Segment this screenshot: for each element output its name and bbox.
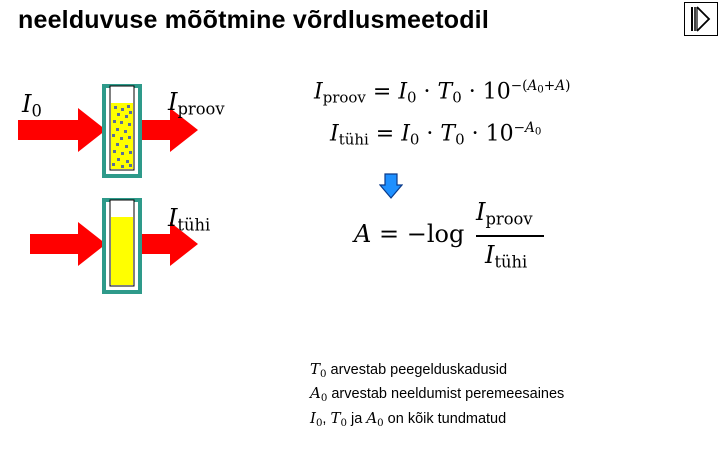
equation-blank: $I_{tühi} = I_0 \cdot T_0 \cdot 10^{-A0}$ <box>330 120 542 149</box>
down-arrow-icon <box>379 173 403 199</box>
equation-sample: $I_{proov} = I_0 \cdot T_0 \cdot 10^{-(A0+A)}$ <box>314 78 571 107</box>
incident-light-arrow-bottom <box>30 222 106 266</box>
blank-cuvette <box>104 200 140 292</box>
label-i0: $I_0$ <box>22 90 42 121</box>
sample-cuvette <box>104 86 140 176</box>
end-show-button[interactable] <box>684 2 718 36</box>
page-title: neelduvuse mõõtmine võrdlusmeetodil <box>18 6 489 34</box>
result-denominator: $I_{tühi}$ <box>485 241 528 272</box>
end-icon <box>687 5 715 33</box>
absorbance-diagram <box>0 0 260 300</box>
label-iproov: $I_{proov}$ <box>168 88 225 119</box>
result-numerator: $I_{proov}$ <box>476 198 533 229</box>
note-line: $A_0$ arvestab neeldumist peremeesaines <box>310 384 565 405</box>
result-lhs: A = −log <box>354 220 465 248</box>
fraction-bar <box>476 235 544 237</box>
notes <box>310 360 564 433</box>
note-line: $T_0$ arvestab peegelduskadusid <box>310 360 508 380</box>
label-ituhi: $I_{tühi}$ <box>168 204 211 235</box>
note-line: $I_0$, $T_0$ ja $A_0$ on kõik tundmatud <box>310 408 507 429</box>
